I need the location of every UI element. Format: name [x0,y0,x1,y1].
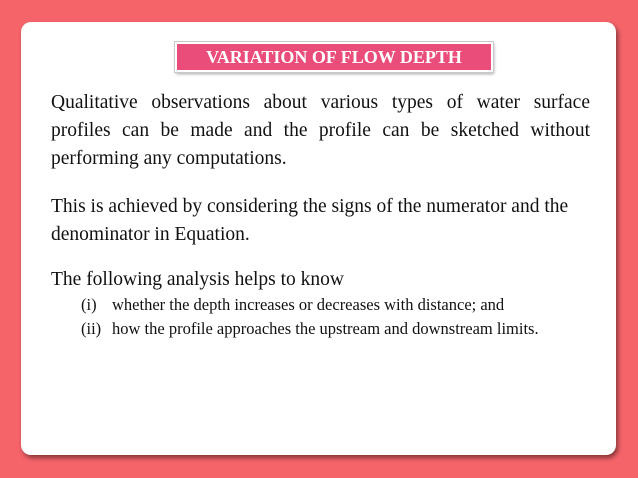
paragraph-signs-numerator-denominator: This is achieved by considering the signs of the numerator and the denominator in Equation. [51,196,569,245]
list-item [81,317,596,341]
list-item-text: how the profile approaches the upstream and downstream limits. [112,319,539,338]
paragraph-qualitative-observations: Qualitative observations about various types of water surface profiles can be made and the profile can be sketched without performing any computations. [51,92,590,169]
slide-title: VARIATION OF FLOW DEPTH [175,42,493,72]
list-marker: (i) [81,295,97,314]
paragraph-analysis-intro: The following analysis helps to know [51,269,345,290]
list-marker: (ii) [81,319,102,338]
list-item-text: whether the depth increases or decreases with distance; and [112,295,505,314]
list-item [81,293,596,317]
analysis-list [81,293,596,341]
